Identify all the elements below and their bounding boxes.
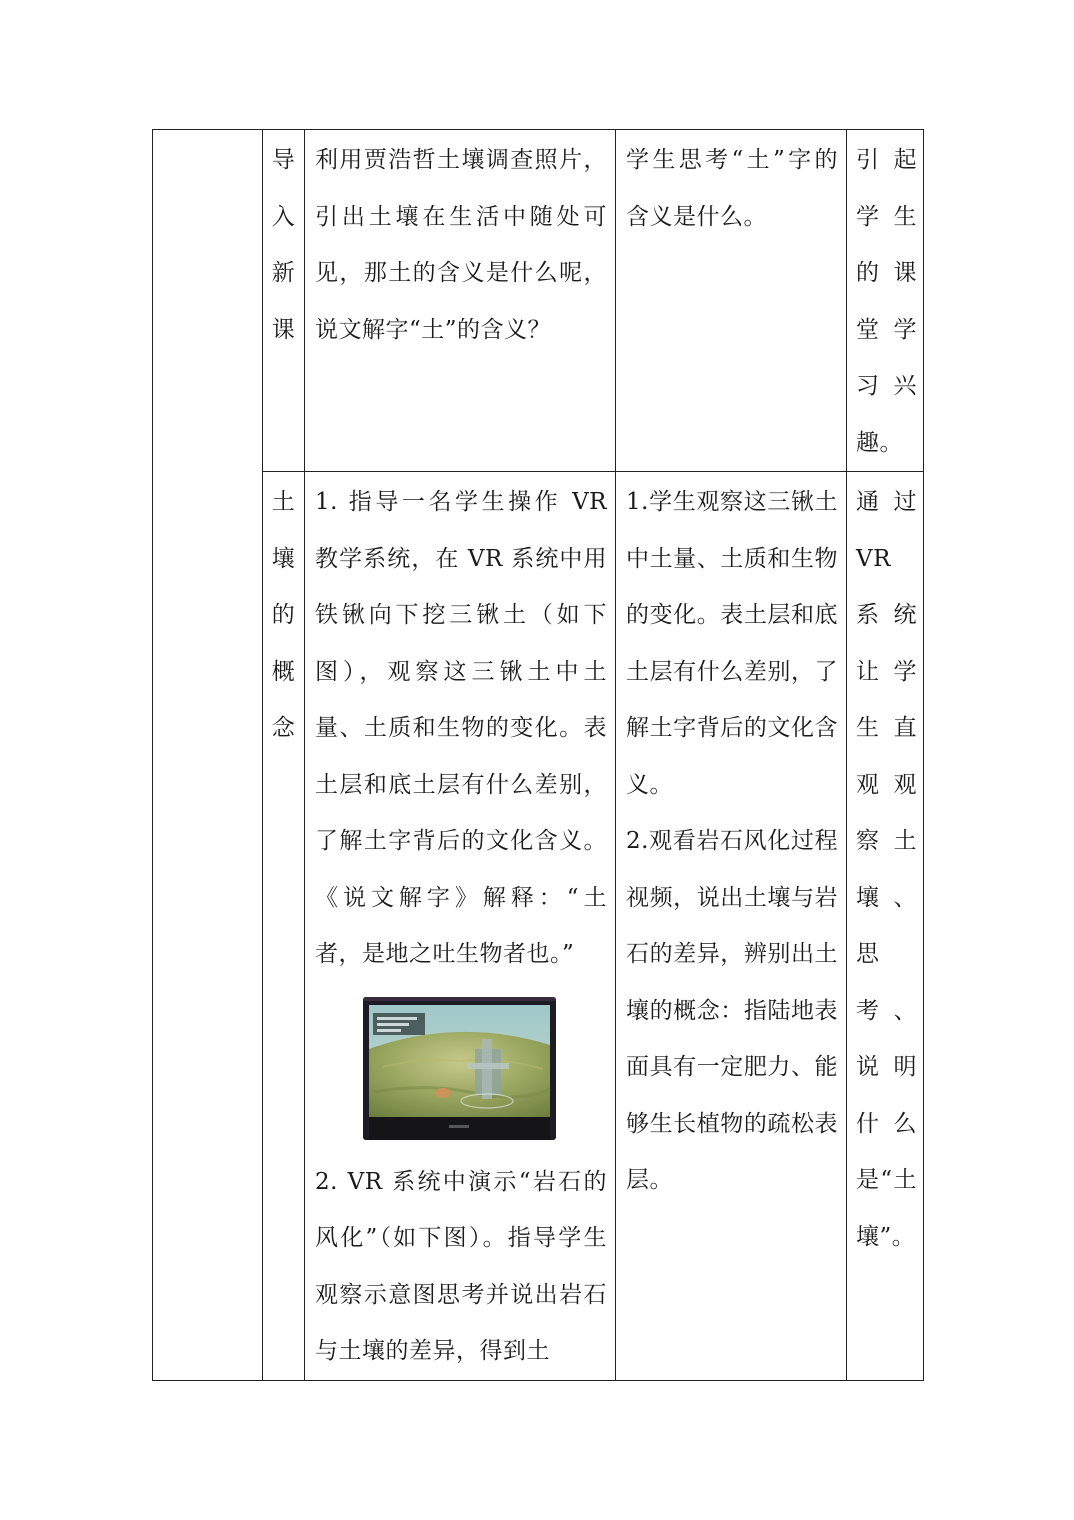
purpose-text: 引起学生的课堂学习兴趣。 — [856, 147, 917, 456]
stage-cell-soil-concept — [263, 472, 305, 1381]
teacher-activity-cell-soil-concept — [305, 472, 616, 1381]
purpose-cell-soil-concept — [847, 472, 924, 1381]
student-activity-text: 学生思考“土”字的含义是什么。 — [626, 147, 838, 230]
table-row-soil-concept — [153, 472, 924, 1381]
vr-system-screen-photo — [363, 997, 556, 1140]
stage-label-intro: 导 入 新 课 — [271, 147, 296, 343]
student-activity-cell-soil-concept — [616, 472, 847, 1381]
student-activity-text-1: 1.学生观察这三锹土中土量、土质和生物的变化。表土层和底土层有什么差别，了解土字背后的文化含义。 — [626, 489, 838, 798]
purpose-text: 通过 VR 系统让学生直观观察土壤、思考、说明什么是“土壤”。 — [856, 489, 917, 1250]
stage-cell-intro — [263, 130, 305, 472]
teacher-activity-text-1: 1. 指导一名学生操作 VR 教学系统，在 VR 系统中用铁锹向下挖三锹土（如下图），观察这三锹土中土量、土质和生物的变化。表土层和底土层有什么差别，了解土字背后的文化含义。《说文解字》解释：“土者，是地之吐生物者也。” — [315, 489, 607, 967]
table-row-intro — [153, 130, 924, 472]
section-cell-empty — [153, 130, 263, 1381]
student-activity-cell-intro — [616, 130, 847, 472]
teacher-activity-cell-intro — [305, 130, 616, 472]
teacher-activity-text: 利用贾浩哲土壤调查照片，引出土壤在生活中随处可见，那土的含义是什么呢，说文解字“土”的含义？ — [315, 147, 607, 343]
lesson-plan-table — [152, 129, 924, 1381]
stage-label-soil-concept: 土 壤 的 概 念 — [271, 489, 296, 741]
student-activity-text-2: 2.观看岩石风化过程视频，说出土壤与岩石的差异，辨别出土壤的概念：指陆地表面具有一定肥力、能够生长植物的疏松表层。 — [626, 828, 838, 1193]
purpose-cell-intro — [847, 130, 924, 472]
teacher-activity-text-2: 2. VR 系统中演示“岩石的风化”（如下图）。指导学生观察示意图思考并说出岩石与土壤的差异，得到土 — [315, 1168, 607, 1364]
